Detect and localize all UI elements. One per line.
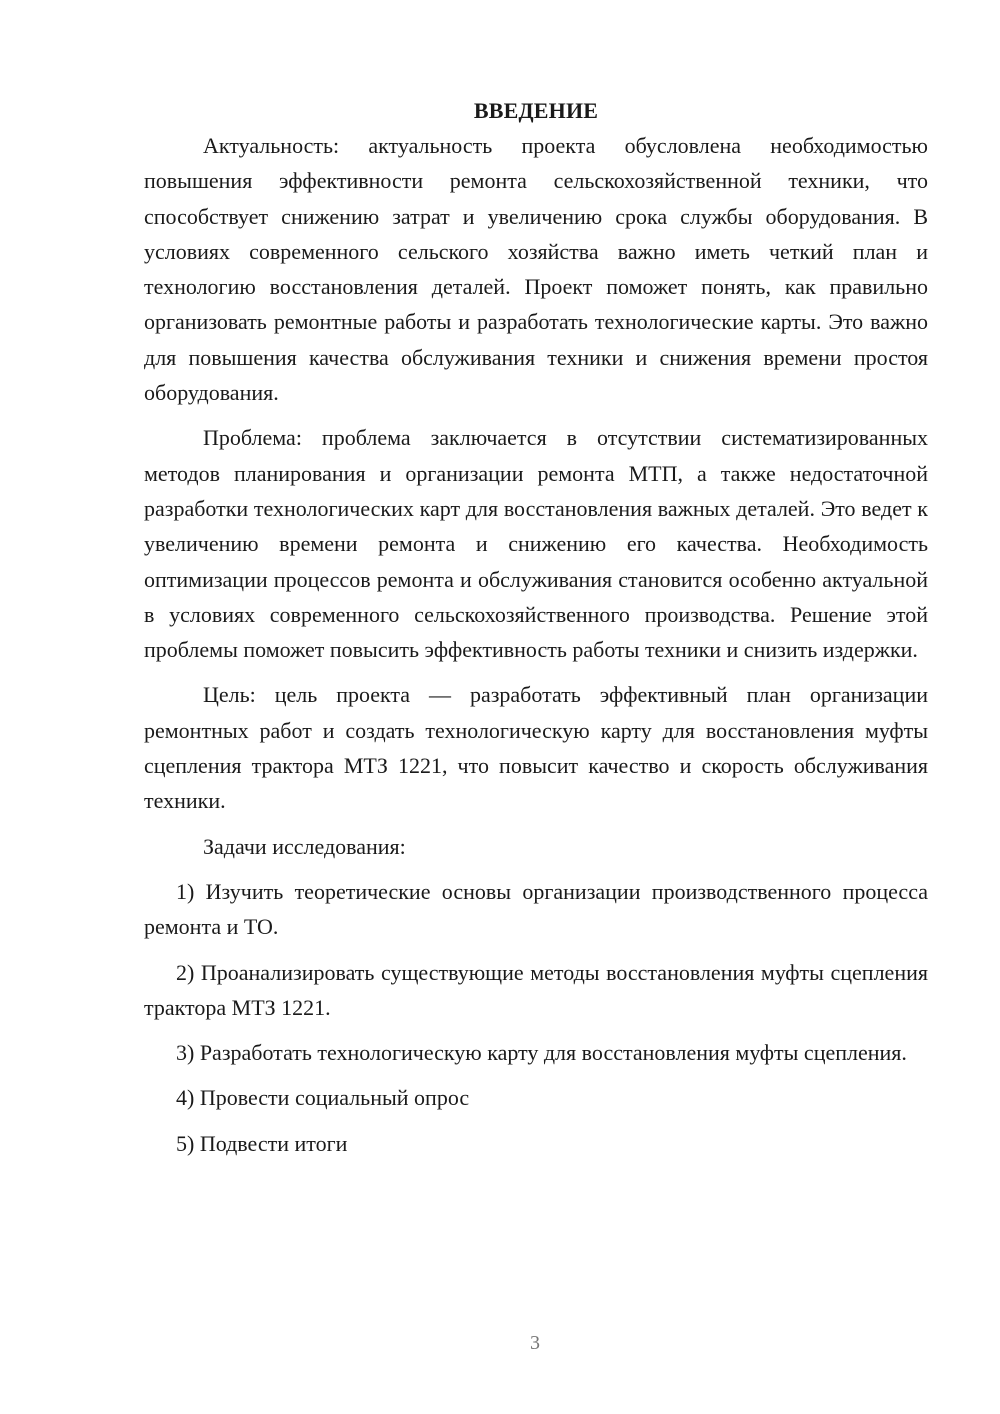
task-item-3: 3) Разработать технологическую карту для восстановления муфты сцепления.: [176, 1040, 907, 1066]
paragraph-tasks-heading: Задачи исследования:: [203, 833, 406, 859]
paragraph-relevance: Актуальность: актуальность проекта обусловлена необходимостью повышения эффективности ремонта сельскохозяйственной техники, что способствует снижению затрат и увеличению срока службы оборудования. В условиях современного сельского хозяйства важно иметь четкий план и технологию восстановления деталей. Проект поможет понять, как правильно организовать ремонтные работы и разработать технологические карты. Это важно для повышения качества обслуживания техники и снижения времени простоя оборудования.: [144, 133, 928, 406]
paragraph-problem: Проблема: проблема заключается в отсутствии систематизированных методов планирования и организации ремонта МТП, а также недостаточной разработки технологических карт для восстановления важных деталей. Это ведет к увеличению времени ремонта и снижению его качества. Необходимость оптимизации процессов ремонта и обслуживания становится особенно актуальной в условиях современного сельскохозяйственного производства. Решение этой проблемы поможет повысить эффективность работы техники и снизить издержки.: [144, 425, 928, 663]
task-item-2: 2) Проанализировать существующие методы восстановления муфты сцепления трактора МТЗ 1221.: [144, 959, 928, 1020]
page-content: [144, 93, 928, 1171]
page-title: ВВЕДЕНИЕ: [473, 98, 599, 123]
task-item-1: 1) Изучить теоретические основы организации производственного процесса ремонта и ТО.: [144, 878, 928, 940]
task-item-4: 4) Провести социальный опрос: [176, 1085, 470, 1111]
paragraph-goal: Цель: цель проекта — разработать эффективный план организации ремонтных работ и создать технологическую карту для восстановления муфты сцепления трактора МТЗ 1221, что повысит качество и скорость обслуживания техники.: [144, 682, 928, 814]
page-number: 3: [530, 1332, 540, 1354]
task-item-5: 5) Подвести итоги: [176, 1130, 348, 1156]
